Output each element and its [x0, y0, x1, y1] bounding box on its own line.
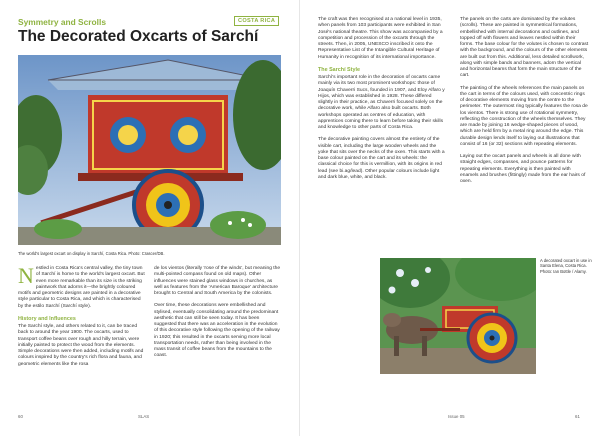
drop-cap: N — [18, 263, 34, 288]
evolution-paragraph: Over time, these decorations were embellished and stylised, eventually consolidating around the predominant aesthetic that can still be seen today. It has been suggested that there was an acceleration in the evolution of this decorative style following the opening of the railway in 1920; this resulted in the oxcarts serving more local transportation needs, rather than being involved in the mass transit of coffee beans from the mountains to the coast. — [154, 303, 280, 359]
recognition-paragraph: The craft was then recognised at a national level in 1935, when panels from 103 participants were exhibited in San José's national theatre. This show was accompanied by a competition and procession of the oxcarts through the streets. Then, in 2005, UNESCO inscribed it onto the Representative List of the Intangible Cultural Heritage of Humanity in recognition of its international importance. — [318, 17, 443, 60]
influences-paragraph: de los vientos (literally 'rose of the winds', but meaning the multi-pointed compass found on old maps). Other influences were stained glass windows in churches, as well as features from the 'American Baroque' architecture brought to Central and South America by the colonists. — [154, 266, 281, 296]
right-photo-caption: A decorated oxcart in use in Santa Elena, Costa Rica. Photo: Ian Bottle / Alamy. — [540, 258, 592, 274]
intro-paragraph: estled in Costa Rica's central valley, the tiny town of Sarchí is home to the world's largest oxcart. But even more remarkable than its size is the striking paintwork that adorns it—the brightly coloured motifs and geometric designs are painted in a decorative style particular to Costa Rica, and which is characterised by the estilo Sarchí (Sarchí style). — [18, 266, 145, 309]
subheading-history: History and Influences — [18, 315, 76, 322]
decorative-painting-paragraph: The decorative painting covers almost the entirety of the visible cart, including the large wooden wheels and the yoke that sits over the necks of the oxen. This starts with a base colour painted on the cart and its wheels: the classical choice for this is vermillion, with its origins in red lead (see bi.ag/lead). Other popular colours include light and dark blue, white, and black. — [318, 137, 445, 180]
page-number-right: 61 — [575, 414, 580, 419]
magazine-name: SLAS — [138, 414, 150, 419]
right-column-2 — [460, 17, 590, 191]
history-paragraph: The Sarchí style, and others related to it, can be traced back to around the year 1900. The oxcarts, used to transport coffee beans over rough and hilly terrain, were initially painted to protect the wood from the elements. Simple decorations were then added, including motifs and colours inspired by the country's rich flora and fauna, and geometric elements like the rosa — [18, 324, 144, 367]
photo-caption: The world's largest oxcart on display in Sarchí, Costa Rica. Photo: Crascer/DB. — [18, 251, 165, 256]
volutes-paragraph: The panels on the carts are dominated by the volutes (scrolls). These are painted in symmetrical formations, embellished with internal decorations and outlines, and topped off with flowers and leaves nestled within their forms. The base colour for the volutes is chosen to contrast with the background, and the colours of the other elements are built out from this. Additional, less detailed scrollwork, along with simple bands and banners, adorn the vertical and horizontal beams that form the main structure of the cart. — [460, 17, 589, 79]
left-column-1 — [18, 263, 146, 374]
right-column-1 — [318, 17, 446, 187]
oxcart-in-use-photo — [380, 258, 536, 374]
page-number-left: 60 — [18, 414, 23, 419]
oxen-cart-illustration — [380, 258, 536, 374]
layout-paragraph: Laying out the oxcart panels and wheels is all done with straight edges, compasses, and pounce patterns for repeating elements. Everything is then painted with enamels and brushes (fittingly) made from the ear hairs of oxen. — [460, 154, 586, 184]
giant-oxcart-illustration — [18, 55, 281, 245]
subheading-sarchi-style: The Sarchí Style — [318, 66, 360, 73]
issue-label: Issue 05 — [448, 414, 465, 419]
section-kicker: Symmetry and Scrolls — [18, 17, 106, 27]
wheels-paragraph: The painting of the wheels references the main panels on the cart in terms of the colours used, with concentric rings of decorative elements moving from the centre to the perimeter. The outermost ring typically features the rosa de los vientos. There is strong use of rotational symmetry, reflecting the construction of the wheels themselves. They are made by joining 16 wedge-shaped pieces of wood, which are held firm by a metal ring around the edge. This durable design lends itself to laying out illustrations that consist of 16 (or 32) sections with repeating elements. — [460, 85, 588, 147]
country-tag: COSTA RICA — [234, 16, 279, 26]
giant-oxcart-photo — [18, 55, 281, 245]
article-title: The Decorated Oxcarts of Sarchí — [18, 28, 259, 45]
workshops-paragraph: Sarchí's important role in the decoration of oxcarts came mainly via its two most prominent workshops: those of Joaquín Chaverri Sucs, founded in 1907, and Eloy Alfaro y Hijos, which was established in 1928. These differed slightly in their practice, as Chaverri focused solely on the decorative work, while Alfaro also built oxcarts. Both workshops operated as centres of education, with apprentices coming there to learn before taking their skills and knowledge to other parts of Costa Rica. — [318, 75, 445, 130]
left-column-2 — [154, 266, 282, 366]
